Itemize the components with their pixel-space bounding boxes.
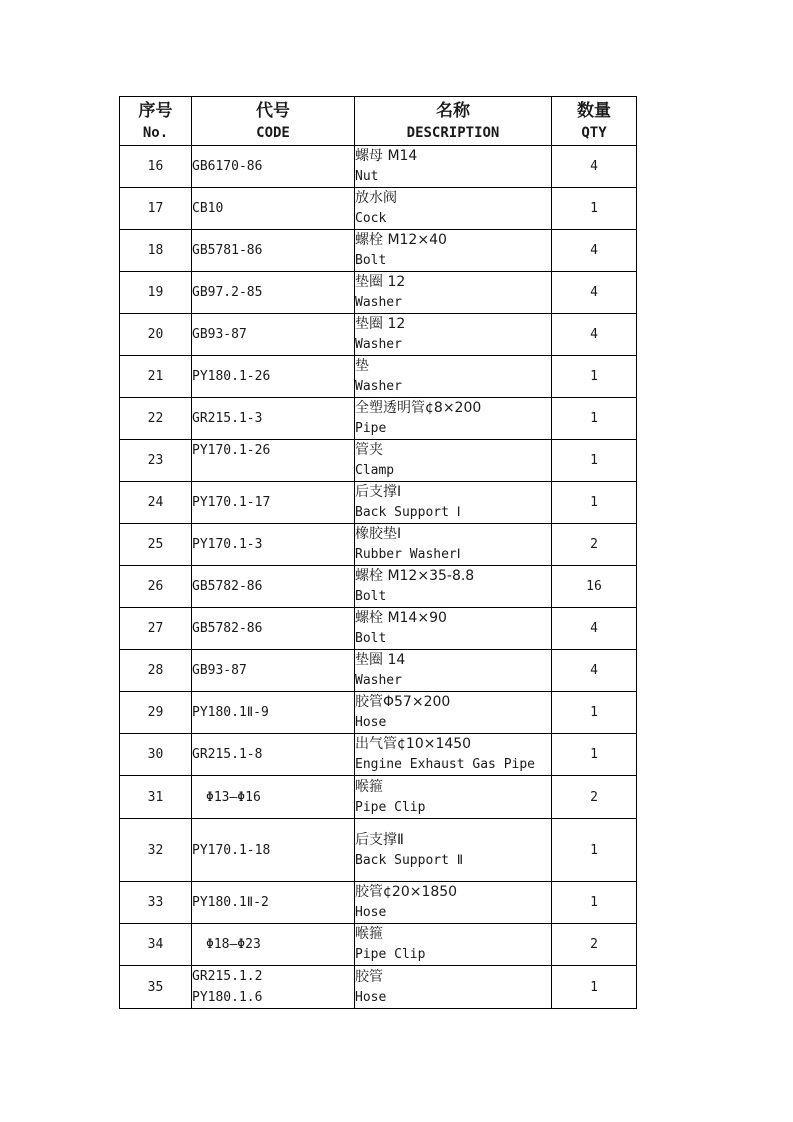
row-number: 34 — [120, 924, 192, 966]
table-row — [120, 608, 637, 650]
header-code — [192, 97, 355, 146]
description-en: Washer — [355, 337, 402, 352]
description-cn: 后支撑Ⅱ — [355, 831, 404, 848]
row-number: 24 — [120, 482, 192, 524]
description-cn: 垫圈 12 — [355, 316, 406, 332]
row-number: 19 — [120, 272, 192, 314]
part-quantity: 4 — [552, 272, 637, 314]
description-en: Back Support Ⅰ — [355, 505, 461, 520]
part-description — [355, 924, 552, 966]
part-code-line: GB5781-86 — [192, 243, 263, 258]
part-description — [355, 356, 552, 398]
part-code — [192, 882, 355, 924]
description-en: Rubber WasherⅠ — [355, 547, 461, 562]
part-code — [192, 650, 355, 692]
description-en: Pipe Clip — [355, 799, 426, 815]
part-code-line: GB93-87 — [192, 327, 247, 342]
description-en: Washer — [355, 673, 402, 688]
parts-table — [119, 96, 637, 1009]
part-quantity: 2 — [552, 524, 637, 566]
header-qty-cn: 数量 — [577, 101, 611, 121]
part-quantity: 2 — [552, 924, 637, 966]
part-quantity: 1 — [552, 882, 637, 924]
part-code — [192, 314, 355, 356]
description-cn: 出气管¢10×1450 — [355, 736, 472, 752]
part-quantity: 1 — [552, 356, 637, 398]
description-en: Pipe — [355, 421, 387, 436]
description-cn: 橡胶垫Ⅰ — [355, 526, 402, 542]
part-code — [192, 398, 355, 440]
row-number: 23 — [120, 440, 192, 482]
part-code — [192, 734, 355, 776]
description-cn: 胶管 — [355, 968, 383, 985]
part-quantity: 1 — [552, 692, 637, 734]
part-quantity: 16 — [552, 566, 637, 608]
part-description — [355, 272, 552, 314]
header-no-en: No. — [142, 125, 169, 141]
row-number: 18 — [120, 230, 192, 272]
description-cn: 后支撑Ⅰ — [355, 484, 402, 500]
row-number: 28 — [120, 650, 192, 692]
part-quantity: 4 — [552, 230, 637, 272]
description-en: Clamp — [355, 463, 395, 478]
table-row — [120, 398, 637, 440]
row-number: 27 — [120, 608, 192, 650]
row-number: 33 — [120, 882, 192, 924]
description-en: Back Support Ⅱ — [355, 852, 464, 868]
row-number: 31 — [120, 776, 192, 819]
part-code — [192, 440, 355, 482]
table-row — [120, 146, 637, 188]
table-row — [120, 966, 637, 1009]
table-row — [120, 734, 637, 776]
description-cn: 喉箍 — [355, 778, 383, 795]
part-description — [355, 314, 552, 356]
part-description — [355, 966, 552, 1009]
part-code — [192, 566, 355, 608]
part-code-line: GR215.1.2 — [192, 969, 263, 984]
row-number: 25 — [120, 524, 192, 566]
part-code-line: PY180.1Ⅱ-2 — [192, 895, 269, 910]
header-qty-en: QTY — [581, 125, 607, 141]
row-number: 20 — [120, 314, 192, 356]
part-description — [355, 882, 552, 924]
part-code-line: PY170.1-26 — [192, 443, 271, 458]
header-code-en: CODE — [256, 125, 290, 141]
part-code-line: GB97.2-85 — [192, 285, 263, 300]
part-description — [355, 440, 552, 482]
table-row — [120, 272, 637, 314]
part-code-line: GR215.1-8 — [192, 747, 263, 762]
part-description — [355, 482, 552, 524]
description-cn: 螺母 M14 — [355, 148, 418, 164]
part-code-line: Φ18—Φ23 — [206, 937, 261, 952]
table-row — [120, 188, 637, 230]
row-number: 29 — [120, 692, 192, 734]
part-description — [355, 819, 552, 882]
table-row — [120, 314, 637, 356]
table-row — [120, 440, 637, 482]
description-en: Washer — [355, 295, 402, 310]
table-row — [120, 819, 637, 882]
row-number: 22 — [120, 398, 192, 440]
parts-table-body — [120, 146, 637, 1009]
part-code — [192, 146, 355, 188]
part-quantity: 1 — [552, 398, 637, 440]
part-code — [192, 524, 355, 566]
part-code — [192, 482, 355, 524]
part-quantity: 1 — [552, 440, 637, 482]
part-code — [192, 819, 355, 882]
part-code — [192, 608, 355, 650]
part-quantity: 4 — [552, 146, 637, 188]
header-no — [120, 97, 192, 146]
description-en: Engine Exhaust Gas Pipe — [355, 757, 536, 772]
row-number: 30 — [120, 734, 192, 776]
table-row — [120, 692, 637, 734]
description-en: Bolt — [355, 631, 387, 646]
part-quantity: 4 — [552, 650, 637, 692]
part-quantity: 4 — [552, 314, 637, 356]
part-code-line: GB6170-86 — [192, 159, 263, 174]
description-cn: 管夹 — [355, 442, 383, 458]
description-cn: 全塑透明管¢8×200 — [355, 400, 482, 416]
row-number: 16 — [120, 146, 192, 188]
description-cn: 螺栓 M12×40 — [355, 232, 447, 248]
description-cn: 胶管Φ57×200 — [355, 694, 451, 710]
description-en: Hose — [355, 989, 387, 1005]
description-cn: 螺栓 M12×35-8.8 — [355, 568, 475, 584]
part-description — [355, 146, 552, 188]
table-row — [120, 882, 637, 924]
description-cn: 喉箍 — [355, 926, 383, 942]
part-code-line: GR215.1-3 — [192, 411, 263, 426]
description-cn: 垫 — [355, 358, 369, 374]
description-en: Pipe Clip — [355, 947, 426, 962]
part-description — [355, 230, 552, 272]
description-en: Cock — [355, 211, 387, 226]
part-description — [355, 650, 552, 692]
table-row — [120, 650, 637, 692]
part-quantity: 1 — [552, 819, 637, 882]
row-number: 21 — [120, 356, 192, 398]
row-number: 26 — [120, 566, 192, 608]
description-en: Bolt — [355, 589, 387, 604]
row-number: 35 — [120, 966, 192, 1009]
part-code-line: GB93-87 — [192, 663, 247, 678]
part-code-line: PY180.1-26 — [192, 369, 271, 384]
part-code-line: PY170.1-17 — [192, 495, 271, 510]
part-code — [192, 272, 355, 314]
part-description — [355, 524, 552, 566]
part-code — [192, 924, 355, 966]
description-cn: 螺栓 M14×90 — [355, 610, 447, 626]
description-cn: 垫圈 14 — [355, 652, 406, 668]
description-en: Nut — [355, 169, 379, 184]
part-quantity: 1 — [552, 482, 637, 524]
part-description — [355, 734, 552, 776]
part-code-line-2: PY180.1.6 — [192, 990, 263, 1005]
part-code-line: Φ13—Φ16 — [206, 789, 261, 805]
row-number: 17 — [120, 188, 192, 230]
description-en: Washer — [355, 379, 402, 394]
part-code-line: GB5782-86 — [192, 621, 263, 636]
part-quantity: 4 — [552, 608, 637, 650]
part-code-line: PY180.1Ⅱ-9 — [192, 705, 269, 720]
header-qty — [552, 97, 637, 146]
header-desc-cn: 名称 — [436, 101, 470, 121]
table-row — [120, 566, 637, 608]
table-row — [120, 776, 637, 819]
part-description — [355, 188, 552, 230]
part-quantity: 1 — [552, 734, 637, 776]
description-cn: 胶管¢20×1850 — [355, 884, 458, 900]
header-code-cn: 代号 — [256, 101, 290, 121]
table-row — [120, 356, 637, 398]
part-code-line: CB10 — [192, 201, 224, 216]
part-quantity: 1 — [552, 188, 637, 230]
table-row — [120, 230, 637, 272]
row-number: 32 — [120, 819, 192, 882]
description-cn: 放水阀 — [355, 190, 397, 206]
part-code-line: PY170.1-18 — [192, 842, 271, 858]
header-row — [120, 97, 637, 146]
part-code — [192, 356, 355, 398]
description-en: Hose — [355, 905, 387, 920]
description-en: Hose — [355, 715, 387, 730]
header-desc-en: DESCRIPTION — [406, 125, 500, 141]
part-description — [355, 608, 552, 650]
table-row — [120, 924, 637, 966]
part-code-line: GB5782-86 — [192, 579, 263, 594]
part-code — [192, 188, 355, 230]
part-code — [192, 966, 355, 1009]
part-code — [192, 230, 355, 272]
part-description — [355, 776, 552, 819]
part-description — [355, 566, 552, 608]
part-description — [355, 398, 552, 440]
table-row — [120, 482, 637, 524]
part-code — [192, 776, 355, 819]
description-en: Bolt — [355, 253, 387, 268]
part-quantity: 2 — [552, 776, 637, 819]
part-description — [355, 692, 552, 734]
header-description — [355, 97, 552, 146]
table-row — [120, 524, 637, 566]
part-code-line: PY170.1-3 — [192, 537, 263, 552]
header-no-cn: 序号 — [138, 101, 173, 121]
part-quantity: 1 — [552, 966, 637, 1009]
part-code — [192, 692, 355, 734]
description-cn: 垫圈 12 — [355, 274, 406, 290]
